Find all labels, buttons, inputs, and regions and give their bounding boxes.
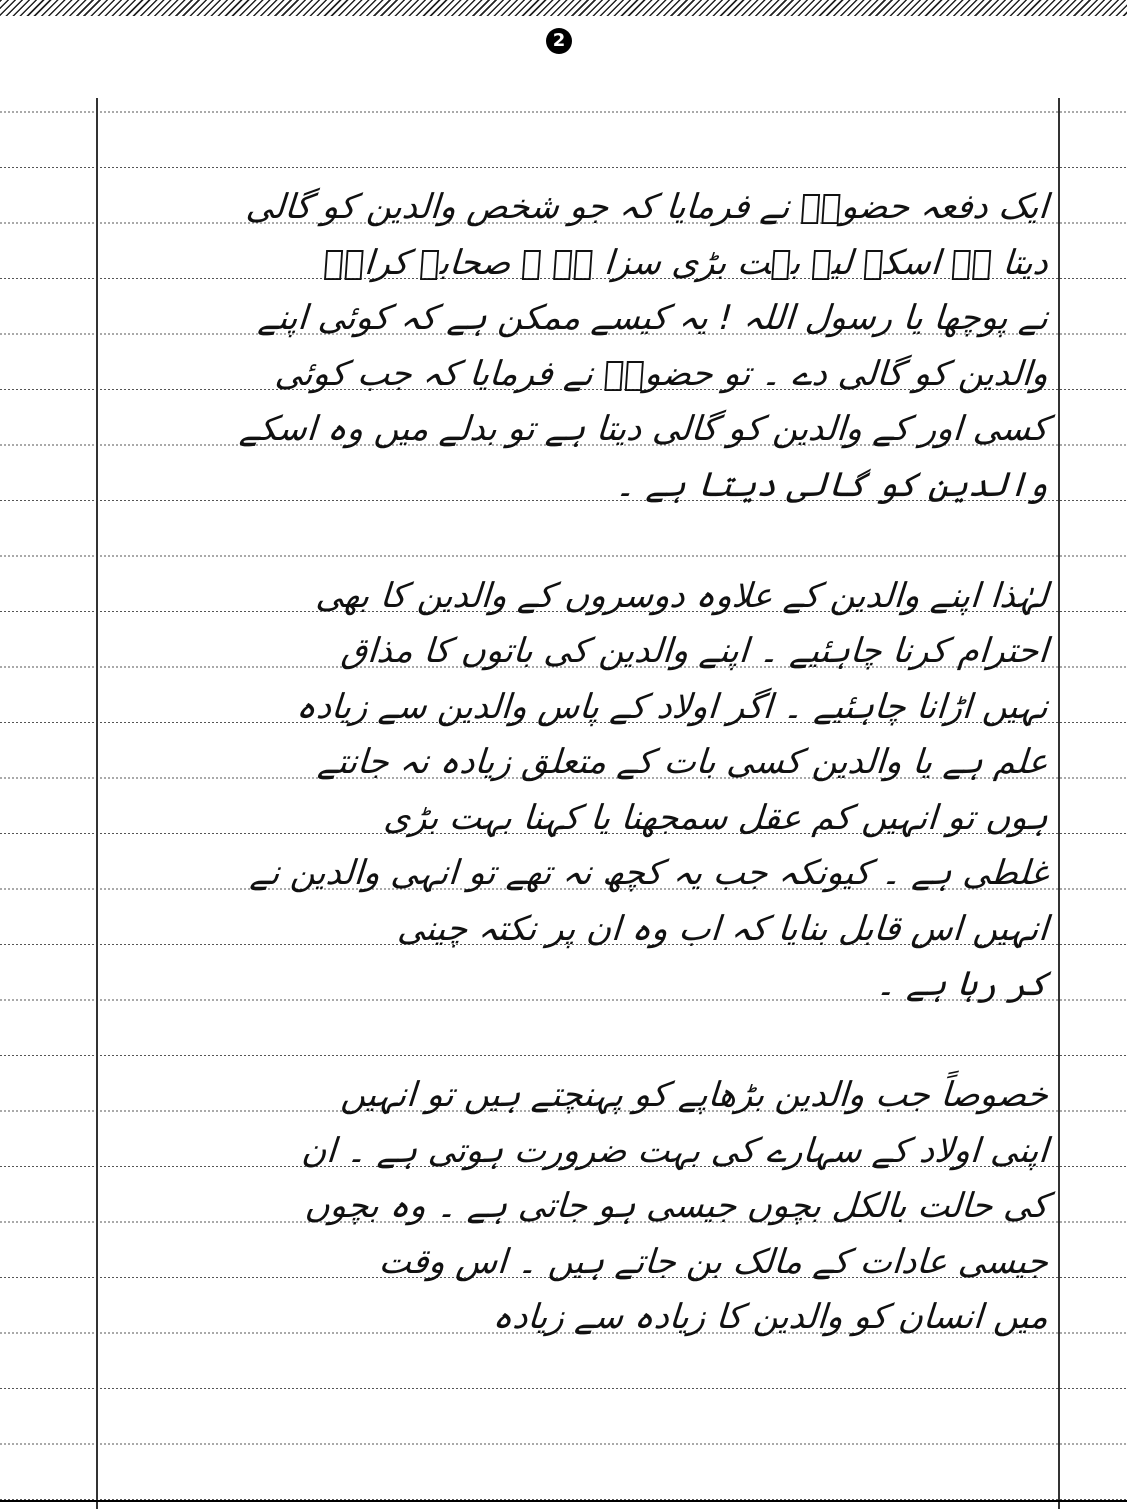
text-line: میں انسان کو والدین کا زیادہ سے زیادہ [491,1297,1050,1337]
text-line: انہیں اس قابل بنایا کہ اب وہ ان پر نکتہ چینی [396,908,1050,949]
paragraph-gap [108,513,1048,569]
text-line: کسی اور کے والدین کو گالی دیتا ہے تو بدلے میں وہ اسکے [238,409,1050,449]
bottom-edge [0,1500,1127,1502]
text-line: دیتا ہے اسکے لیے بہت بڑی سزا ہے ۔ صحابہ کرامؓ [322,242,1050,283]
paragraph-3 [108,1068,1048,1346]
text-line: ایک دفعہ حضورؐ نے فرمایا کہ جو شخص والدین کو گالی [244,187,1050,227]
text-line: کی حالت بالکل بچوں جیسی ہو جاتی ہے ۔ وہ بچوں [303,1186,1050,1226]
paragraph-gap [108,1013,1048,1069]
text-line: والدین کو گالی دے ۔ تو حضورؐ نے فرمایا کہ جب کوئی [273,353,1050,394]
text-line: کر رہا ہے ۔ [874,964,1050,1004]
right-margin-line [1058,98,1060,1509]
text-line: احترام کرنا چاہئیے ۔ اپنے والدین کی باتوں کا مذاق [339,631,1050,671]
handwritten-text [108,180,1048,1346]
paragraph-1 [108,180,1048,513]
text-line: اپنی اولاد کے سہارے کی بہت ضرورت ہوتی ہے ۔ ان [300,1130,1050,1171]
text-line: ہوں تو انہیں کم عقل سمجھنا یا کہنا بہت بڑی [382,797,1050,838]
text-line: خصوصاً جب والدین بڑھاپے کو پہنچتے ہیں تو انہیں [339,1075,1050,1115]
text-line: علم ہے یا والدین کسی بات کے متعلق زیادہ نہ جانتے [316,742,1050,782]
text-line: نہیں اڑانا چاہئیے ۔ اگر اولاد کے پاس والدین سے زیادہ [294,686,1050,727]
text-line: نے پوچھا یا رسول اللہ ! یہ کیسے ممکن ہے کہ کوئی اپنے [256,298,1050,338]
text-line: جیسی عادات کے مالک بن جاتے ہیں ۔ اس وقت [377,1241,1050,1282]
text-line: والدین کو گالی دیتا ہے ۔ [614,464,1050,505]
left-margin-line [96,98,98,1509]
text-line: غلطی ہے ۔ کیونکہ جب یہ کچھ نہ تھے تو انہی والدین نے [248,853,1050,893]
paragraph-2 [108,569,1048,1013]
page-number-badge: 2 [546,28,572,54]
text-line: لہٰذا اپنے والدین کے علاوہ دوسروں کے والدین کا بھی [314,575,1050,616]
